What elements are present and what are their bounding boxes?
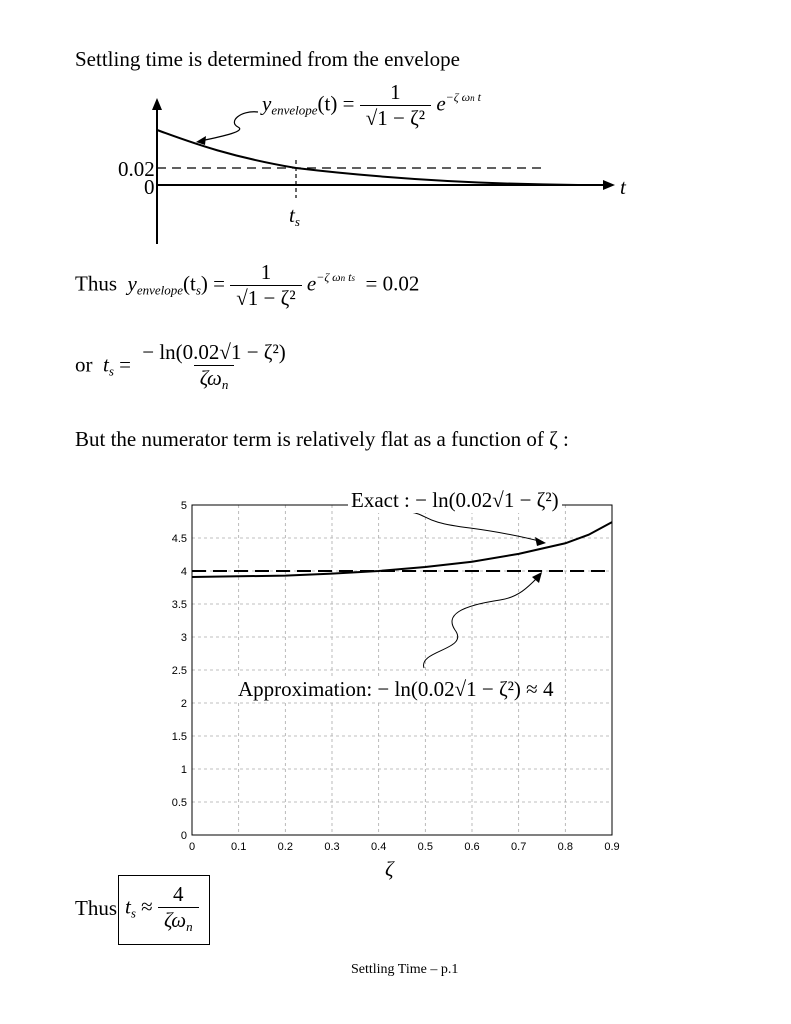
thus-rhs: = 0.02 (365, 271, 420, 296)
conclusion-equation (125, 882, 199, 935)
thus-exp-text: −ζ ω (316, 270, 341, 285)
y-tick-label: 5 (180, 500, 187, 512)
chart-xlabel: ζ (385, 857, 394, 881)
thus-exp-ts: s (351, 273, 356, 284)
thus-num: 1 (260, 260, 272, 284)
conclusion-lhs: t (125, 894, 131, 919)
eq-exp-t: t (477, 90, 481, 105)
eq-exp-text: −ζ ω (445, 90, 471, 105)
y-tick-label: 2 (180, 698, 187, 710)
x-tick-label: 0 (188, 841, 196, 853)
y-tick-label: 2.5 (171, 665, 187, 677)
conclusion-fraction (158, 882, 199, 935)
x-tick-label: 0.7 (511, 841, 527, 853)
conclusion-den-text: ζω (163, 908, 187, 932)
page-heading: Settling time is determined from the envelope (75, 47, 460, 71)
eq-lhs-sub: envelope (271, 102, 318, 118)
y-tick-label: 4.5 (171, 533, 187, 545)
thus-exp-t: t (348, 270, 352, 285)
thus-lhs: y (127, 271, 137, 296)
y-tick-label: 1.5 (171, 731, 187, 743)
approx-arrow (424, 575, 540, 668)
or-num: − ln(0.02√1 − ζ²) (142, 340, 286, 364)
ts-label-t: t (289, 203, 295, 227)
y-tick-label: 0.5 (171, 797, 187, 809)
or-label: or (75, 352, 93, 377)
thus-den: √1 − ζ² (230, 285, 301, 311)
eq-den: √1 − ζ² (360, 105, 431, 131)
y-tick-label: 3.5 (171, 599, 187, 611)
thus-exp-n: n (340, 273, 346, 284)
chart-grid (192, 505, 612, 835)
x-tick-label: 0.8 (557, 841, 573, 853)
approx-annotation: Approximation: − ln(0.02√1 − ζ²) ≈ 4 (235, 677, 556, 702)
page-footer: Settling Time – p.1 (351, 962, 459, 977)
series-exact (192, 522, 612, 577)
conclusion-num: 4 (173, 882, 184, 906)
eq-num: 1 (390, 80, 401, 104)
conclusion-den (158, 907, 199, 935)
x-tick-label: 0.2 (277, 841, 293, 853)
or-den-text: ζω (199, 366, 222, 390)
x-tick-label: 0.3 (324, 841, 340, 853)
y-tick-label: 4 (180, 566, 187, 578)
or-den-sub: n (221, 377, 229, 392)
conclusion-approx: ≈ (141, 894, 153, 919)
level-label: 0.02 (118, 157, 155, 181)
thus-lhs-sub: envelope (136, 282, 184, 298)
conclusion-label: Thus (75, 896, 117, 920)
or-lhs-sub: s (108, 363, 114, 379)
eq-exp-base: e (436, 91, 446, 116)
x-tick-label: 0.9 (604, 841, 620, 853)
conclusion-box (118, 875, 210, 945)
thus-arg-sub: s (195, 282, 201, 298)
eq-exp-n: n (470, 93, 475, 104)
or-eq: = (119, 352, 131, 377)
y-tick-label: 0 (180, 830, 187, 842)
thus-exp-base: e (306, 271, 317, 296)
conclusion-den-sub: n (186, 919, 193, 934)
eq-lhs: y (262, 91, 272, 116)
ts-label-sub: s (294, 214, 300, 229)
x-tick-label: 0.5 (417, 841, 433, 853)
time-axis-label: t (620, 175, 626, 199)
x-tick-label: 0.1 (231, 841, 247, 853)
y-tick-label: 1 (180, 764, 187, 776)
x-tick-label: 0.6 (464, 841, 480, 853)
exact-annotation: Exact : − ln(0.02√1 − ζ²) (348, 488, 562, 513)
x-tick-label: 0.4 (371, 841, 387, 853)
conclusion-lhs-sub: s (130, 905, 136, 921)
eq-arg: (t) = (317, 91, 355, 116)
thus-arg-open: (t (183, 271, 196, 296)
chart-series (192, 522, 612, 577)
thus-arg-close: ) = (200, 271, 226, 296)
thus-label: Thus (75, 271, 117, 296)
or-lhs: t (103, 352, 109, 377)
zero-label: 0 (144, 175, 155, 199)
exact-arrow (410, 512, 543, 542)
flat-statement: But the numerator term is relatively flat as a function of ζ : (75, 427, 569, 451)
y-tick-label: 3 (180, 632, 187, 644)
